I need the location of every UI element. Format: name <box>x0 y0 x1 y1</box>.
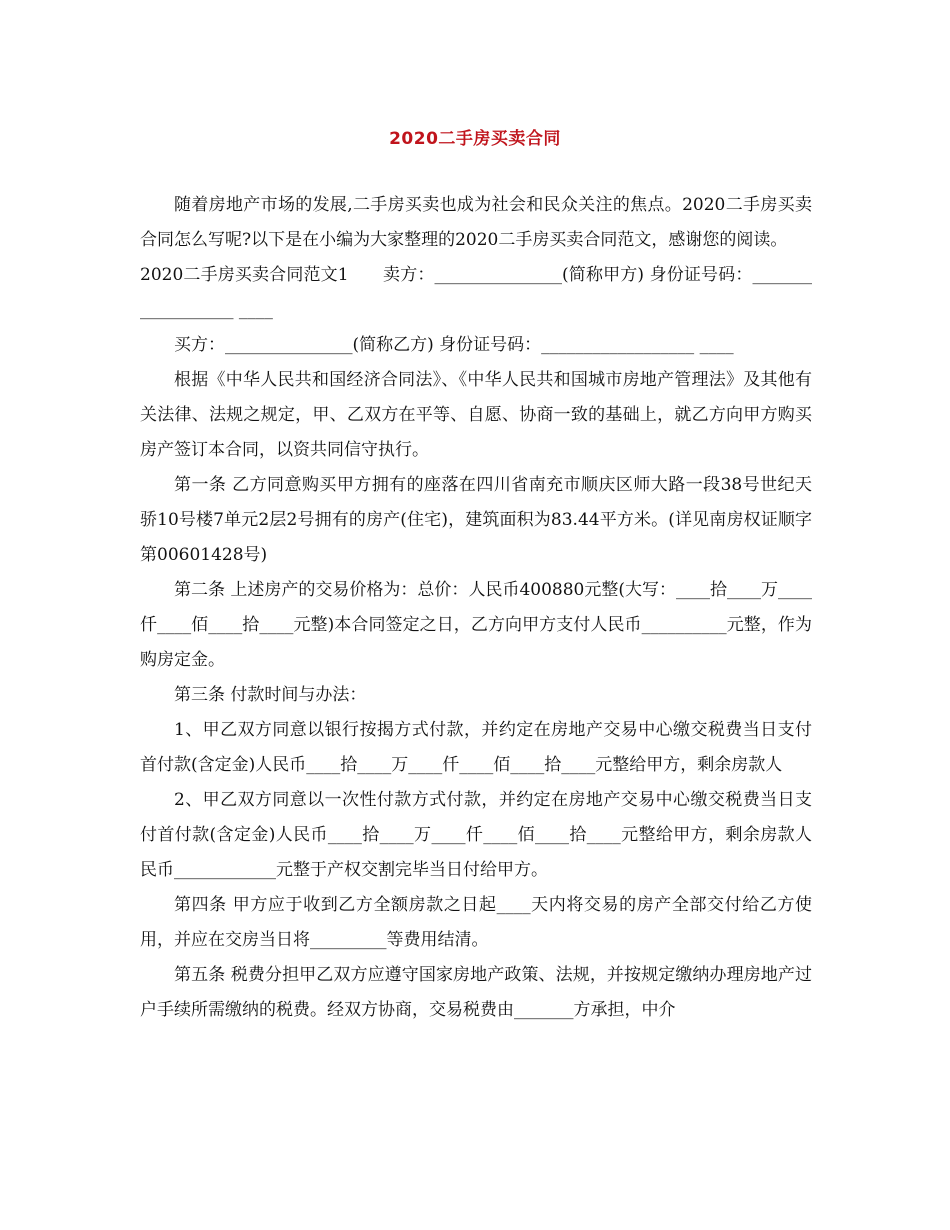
paragraph-article-2: 第二条 上述房产的交易价格为：总价：人民币400880元整(大写：____拾____万____仟____佰____拾____元整)本合同签定之日，乙方向甲方支付人民币__________元整，作为购房定金。 <box>140 580 812 670</box>
paragraph-article-4: 第四条 甲方应于收到乙方全额房款之日起____天内将交易的房产全部交付给乙方使用，并应在交房当日将_________等费用结清。 <box>140 895 812 950</box>
document-body <box>140 188 812 1028</box>
document-title: 2020二手房买卖合同 <box>389 129 561 149</box>
paragraph-article-3-item-2: 2、甲乙双方同意以一次性付款方式付款，并约定在房地产交易中心缴交税费当日支付首付款(含定金)人民币____拾____万____仟____佰____拾____元整给甲方，剩余房款人民币____________元整于产权交割完毕当日付给甲方。 <box>140 790 812 880</box>
paragraph-article-5: 第五条 税费分担甲乙双方应遵守国家房地产政策、法规，并按规定缴纳办理房地产过户手续所需缴纳的税费。经双方协商，交易税费由_______方承担，中介 <box>140 965 812 1020</box>
paragraph-seller: 2020二手房买卖合同范文1 卖方：_______________(简称甲方) 身份证号码：__________________ ____ <box>140 265 812 320</box>
paragraph-legal-basis: 根据《中华人民共和国经济合同法》、《中华人民共和国城市房地产管理法》及其他有关法律、法规之规定，甲、乙双方在平等、自愿、协商一致的基础上，就乙方向甲方购买房产签订本合同，以资共同信守执行。 <box>140 370 812 460</box>
paragraph-buyer: 买方：_______________(简称乙方) 身份证号码：__________________ ____ <box>174 335 734 355</box>
paragraph-intro: 随着房地产市场的发展,二手房买卖也成为社会和民众关注的焦点。2020二手房买卖合同怎么写呢?以下是在小编为大家整理的2020二手房买卖合同范文，感谢您的阅读。 <box>140 195 812 250</box>
paragraph-article-1: 第一条 乙方同意购买甲方拥有的座落在四川省南充市顺庆区师大路一段38号世纪天骄10号楼7单元2层2号拥有的房产(住宅)，建筑面积为83.44平方米。(详见南房权证顺字第00601428号) <box>140 475 812 565</box>
paragraph-article-3-item-1: 1、甲乙双方同意以银行按揭方式付款，并约定在房地产交易中心缴交税费当日支付首付款(含定金)人民币____拾____万____仟____佰____拾____元整给甲方，剩余房款人 <box>140 720 812 775</box>
paragraph-article-3: 第三条 付款时间与办法： <box>174 685 367 705</box>
